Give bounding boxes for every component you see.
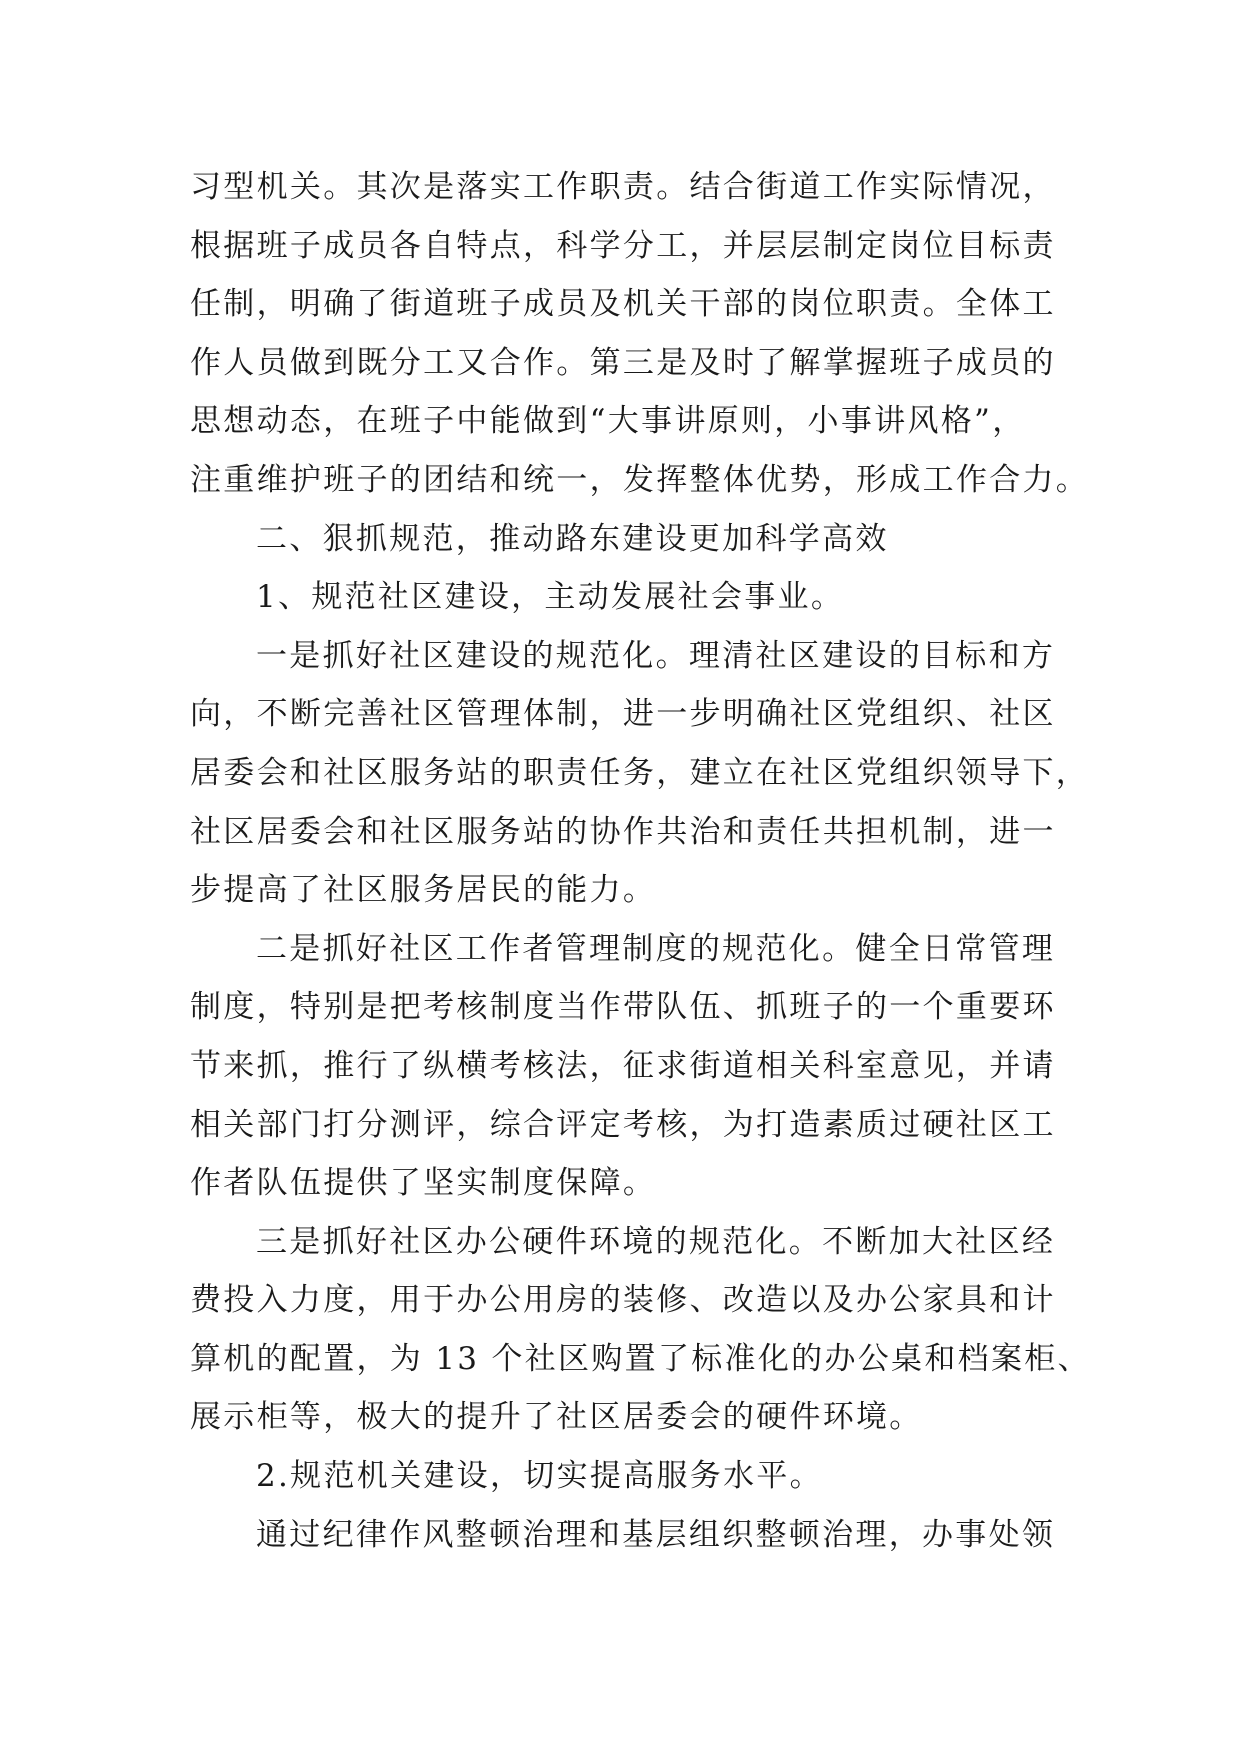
text-line: 思想动态，在班子中能做到“大事讲原则，小事讲风格”， (190, 403, 1026, 440)
section-heading: 二、狠抓规范，推动路东建设更加科学高效 (256, 520, 889, 557)
text-line: 节来抓，推行了纵横考核法，征求街道相关科室意见，并请 (190, 1047, 1056, 1084)
text-line: 居委会和社区服务站的职责任务，建立在社区党组织领导下， (190, 754, 1090, 791)
text-line: 步提高了社区服务居民的能力。 (190, 872, 657, 909)
text-line: 相关部门打分测评，综合评定考核，为打造素质过硬社区工 (190, 1106, 1056, 1143)
text-line: 费投入力度，用于办公用房的装修、改造以及办公家具和计 (190, 1282, 1056, 1319)
text-line: 任制，明确了街道班子成员及机关干部的岗位职责。全体工 (190, 286, 1056, 323)
text-line: 三是抓好社区办公硬件环境的规范化。不断加大社区经 (256, 1223, 1056, 1260)
text-line: 一是抓好社区建设的规范化。理清社区建设的目标和方 (256, 637, 1056, 674)
text-line: 二是抓好社区工作者管理制度的规范化。健全日常管理 (256, 930, 1056, 967)
text-line: 社区居委会和社区服务站的协作共治和责任共担机制，进一 (190, 813, 1056, 850)
text-line: 根据班子成员各自特点，科学分工，并层层制定岗位目标责 (190, 227, 1056, 264)
text-line: 习型机关。其次是落实工作职责。结合街道工作实际情况， (190, 169, 1056, 205)
body-text (190, 158, 1091, 1564)
subsection-heading: 1、规范社区建设，主动发展社会事业。 (256, 579, 845, 616)
text-line: 算机的配置，为 13 个社区购置了标准化的办公桌和档案柜、 (190, 1340, 1091, 1377)
subsection-heading: 2.规范机关建设，切实提高服务水平。 (256, 1458, 823, 1495)
text-line: 展示柜等，极大的提升了社区居委会的硬件环境。 (190, 1399, 923, 1436)
text-line: 作人员做到既分工又合作。第三是及时了解掌握班子成员的 (190, 344, 1056, 381)
text-line: 通过纪律作风整顿治理和基层组织整顿治理，办事处领 (256, 1516, 1056, 1553)
text-line: 注重维护班子的团结和统一，发挥整体优势，形成工作合力。 (190, 461, 1090, 498)
text-line: 向，不断完善社区管理体制，进一步明确社区党组织、社区 (190, 696, 1056, 733)
text-line: 制度，特别是把考核制度当作带队伍、抓班子的一个重要环 (190, 989, 1056, 1026)
text-line: 作者队伍提供了坚实制度保障。 (190, 1165, 657, 1202)
